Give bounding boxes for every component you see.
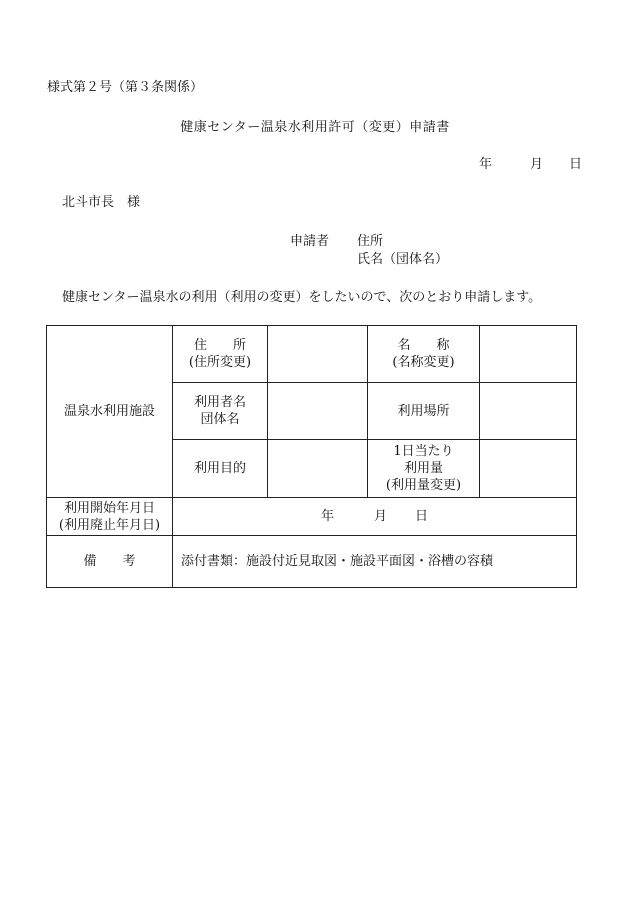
application-date	[479, 157, 582, 173]
place-header: 利用場所	[368, 383, 480, 440]
start-date-value-cell[interactable]	[173, 498, 577, 536]
user-name-text: 利用者名	[193, 395, 246, 410]
intro-text: 健康センター温泉水の利用（利用の変更）をしたいので、次のとおり申請します。	[62, 290, 542, 305]
remarks-value: 添付書類：施設付近見取図・施設平面図・浴槽の容積	[173, 536, 577, 588]
amount-change-text: (利用量変更)	[385, 478, 462, 493]
start-date-header	[47, 498, 173, 536]
applicant-name-label: 氏名（団体名）	[357, 252, 449, 267]
name-change-text: (名称変更)	[392, 355, 455, 370]
address-change-text: (住所変更)	[188, 355, 252, 370]
end-date-text: (利用廃止年月日)	[58, 517, 161, 533]
address-header-text: 住 所	[193, 338, 246, 353]
start-year-label: 年	[320, 509, 334, 524]
place-value-cell[interactable]	[480, 383, 577, 440]
user-name-header	[173, 383, 268, 440]
amount-value-cell[interactable]	[480, 440, 577, 498]
applicant-label: 申請者	[290, 234, 330, 249]
name-value-cell[interactable]	[480, 326, 577, 383]
applicant-address-label: 住所	[357, 234, 384, 249]
purpose-value-cell[interactable]	[268, 440, 368, 498]
purpose-header: 利用目的	[173, 440, 268, 498]
amount-text: 利用量	[403, 461, 443, 476]
name-header	[368, 326, 480, 383]
date-month-label: 月	[529, 157, 543, 172]
address-header	[173, 326, 268, 383]
start-month-label: 月	[373, 509, 387, 524]
start-day-label: 日	[415, 509, 429, 524]
form-number: 様式第２号（第３条関係）	[47, 80, 204, 95]
name-header-text: 名 称	[397, 338, 450, 353]
date-year-label: 年	[478, 157, 492, 172]
facility-label: 温泉水利用施設	[47, 326, 173, 498]
addressee: 北斗市長 様	[62, 195, 141, 210]
document-title: 健康センター温泉水利用許可（変更）申請書	[180, 120, 450, 135]
table-row	[47, 326, 577, 383]
amount-header	[368, 440, 480, 498]
address-value-cell[interactable]	[268, 326, 368, 383]
group-name-text: 団体名	[200, 412, 240, 427]
table-row	[47, 498, 577, 536]
start-date-text: 利用開始年月日	[63, 500, 155, 516]
table-row	[47, 536, 577, 588]
user-name-value-cell[interactable]	[268, 383, 368, 440]
application-table	[46, 325, 577, 588]
amount-per-day-text: 1日当たり	[393, 444, 454, 459]
date-day-label: 日	[568, 157, 582, 172]
remarks-header: 備 考	[47, 536, 173, 588]
